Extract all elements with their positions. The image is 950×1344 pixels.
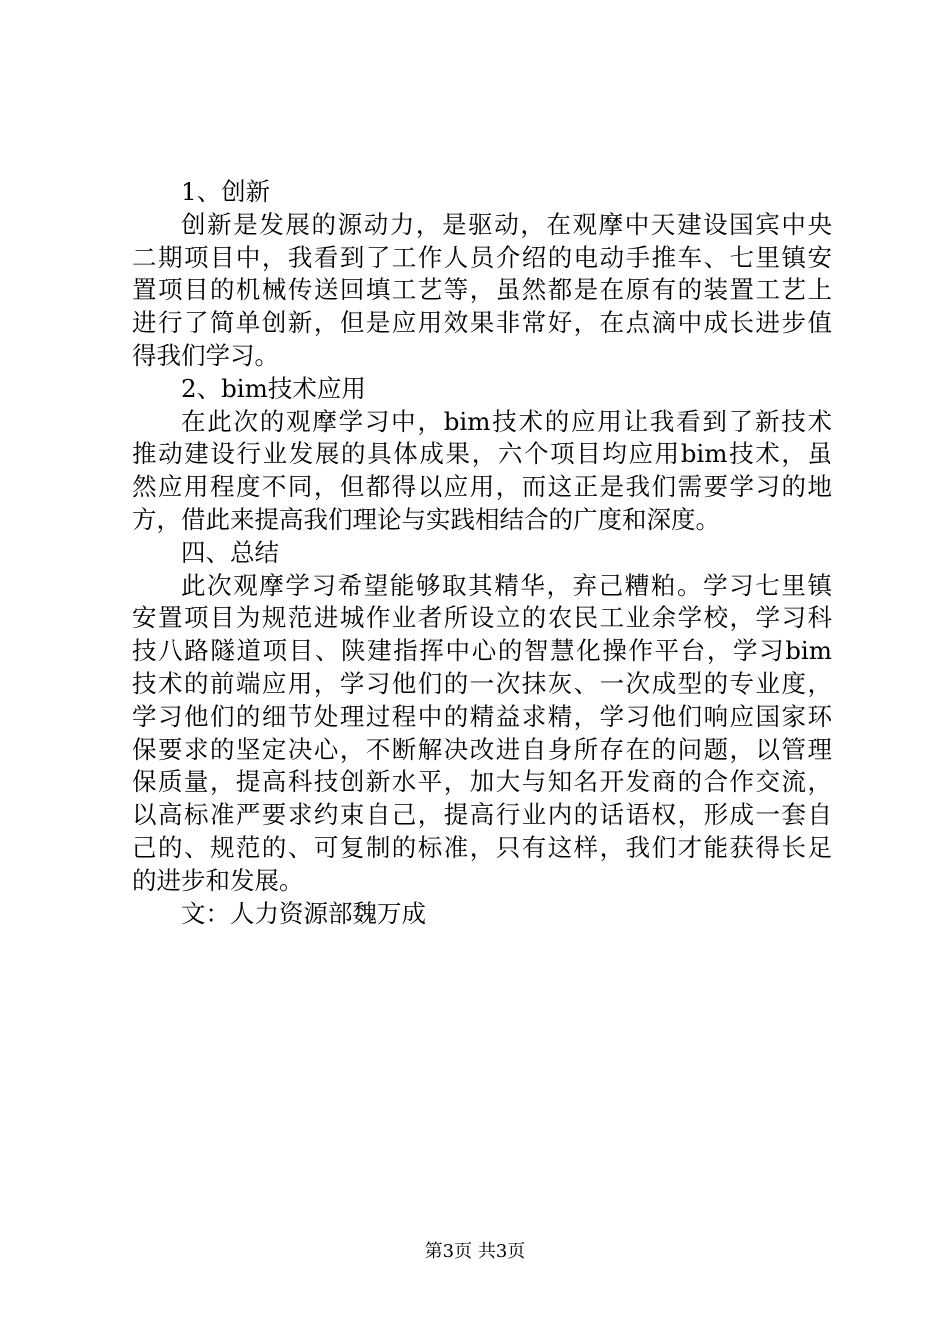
paragraph-line: 保要求的坚定决心，不断解决改进自身所存在的问题，以管理 xyxy=(132,734,832,764)
paragraph-line: 安置项目为规范进城作业者所设立的农民工业余学校，学习科 xyxy=(132,603,832,633)
paragraph-line: 学习他们的细节处理过程中的精益求精，学习他们响应国家环 xyxy=(132,701,832,731)
paragraph-line: 进行了简单创新，但是应用效果非常好，在点滴中成长进步值 xyxy=(132,308,832,338)
paragraph-line: 技八路隧道项目、陕建指挥中心的智慧化操作平台，学习bim xyxy=(132,636,832,666)
paragraph-line: 二期项目中，我看到了工作人员介绍的电动手推车、七里镇安 xyxy=(132,242,832,272)
paragraph-line: 的进步和发展。 xyxy=(132,865,304,895)
paragraph-line: 以高标准严要求约束自己，提高行业内的话语权，形成一套自 xyxy=(132,800,832,830)
paragraph-line: 方，借此来提高我们理论与实践相结合的广度和深度。 xyxy=(132,504,720,534)
paragraph-line: 保质量，提高科技创新水平，加大与知名开发商的合作交流， xyxy=(132,767,832,797)
paragraph-line: 在此次的观摩学习中，bim技术的应用让我看到了新技术 xyxy=(181,406,832,436)
paragraph-line: 己的、规范的、可复制的标准，只有这样，我们才能获得长足 xyxy=(132,832,832,862)
paragraph-line: 技术的前端应用，学习他们的一次抹灰、一次成型的专业度， xyxy=(132,668,832,698)
page-number-footer: 第3页 共3页 xyxy=(424,1241,526,1262)
section-heading-innovation: 1、创新 xyxy=(181,177,271,206)
paragraph-line: 推动建设行业发展的具体成果，六个项目均应用bim技术，虽 xyxy=(132,439,832,469)
paragraph-line: 此次观摩学习希望能够取其精华，弃己糟粕。学习七里镇 xyxy=(181,570,832,600)
paragraph-line: 得我们学习。 xyxy=(132,340,279,370)
section-heading-summary: 四、总结 xyxy=(181,537,279,567)
section-heading-bim: 2、bim技术应用 xyxy=(181,373,366,403)
paragraph-line: 然应用程度不同，但都得以应用，而这正是我们需要学习的地 xyxy=(132,472,832,502)
document-body xyxy=(132,176,832,930)
author-signature: 文：人力资源部魏万成 xyxy=(181,898,426,928)
paragraph-line: 置项目的机械传送回填工艺等，虽然都是在原有的装置工艺上 xyxy=(132,275,832,305)
paragraph-line: 创新是发展的源动力，是驱动，在观摩中天建设国宾中央 xyxy=(181,209,832,239)
